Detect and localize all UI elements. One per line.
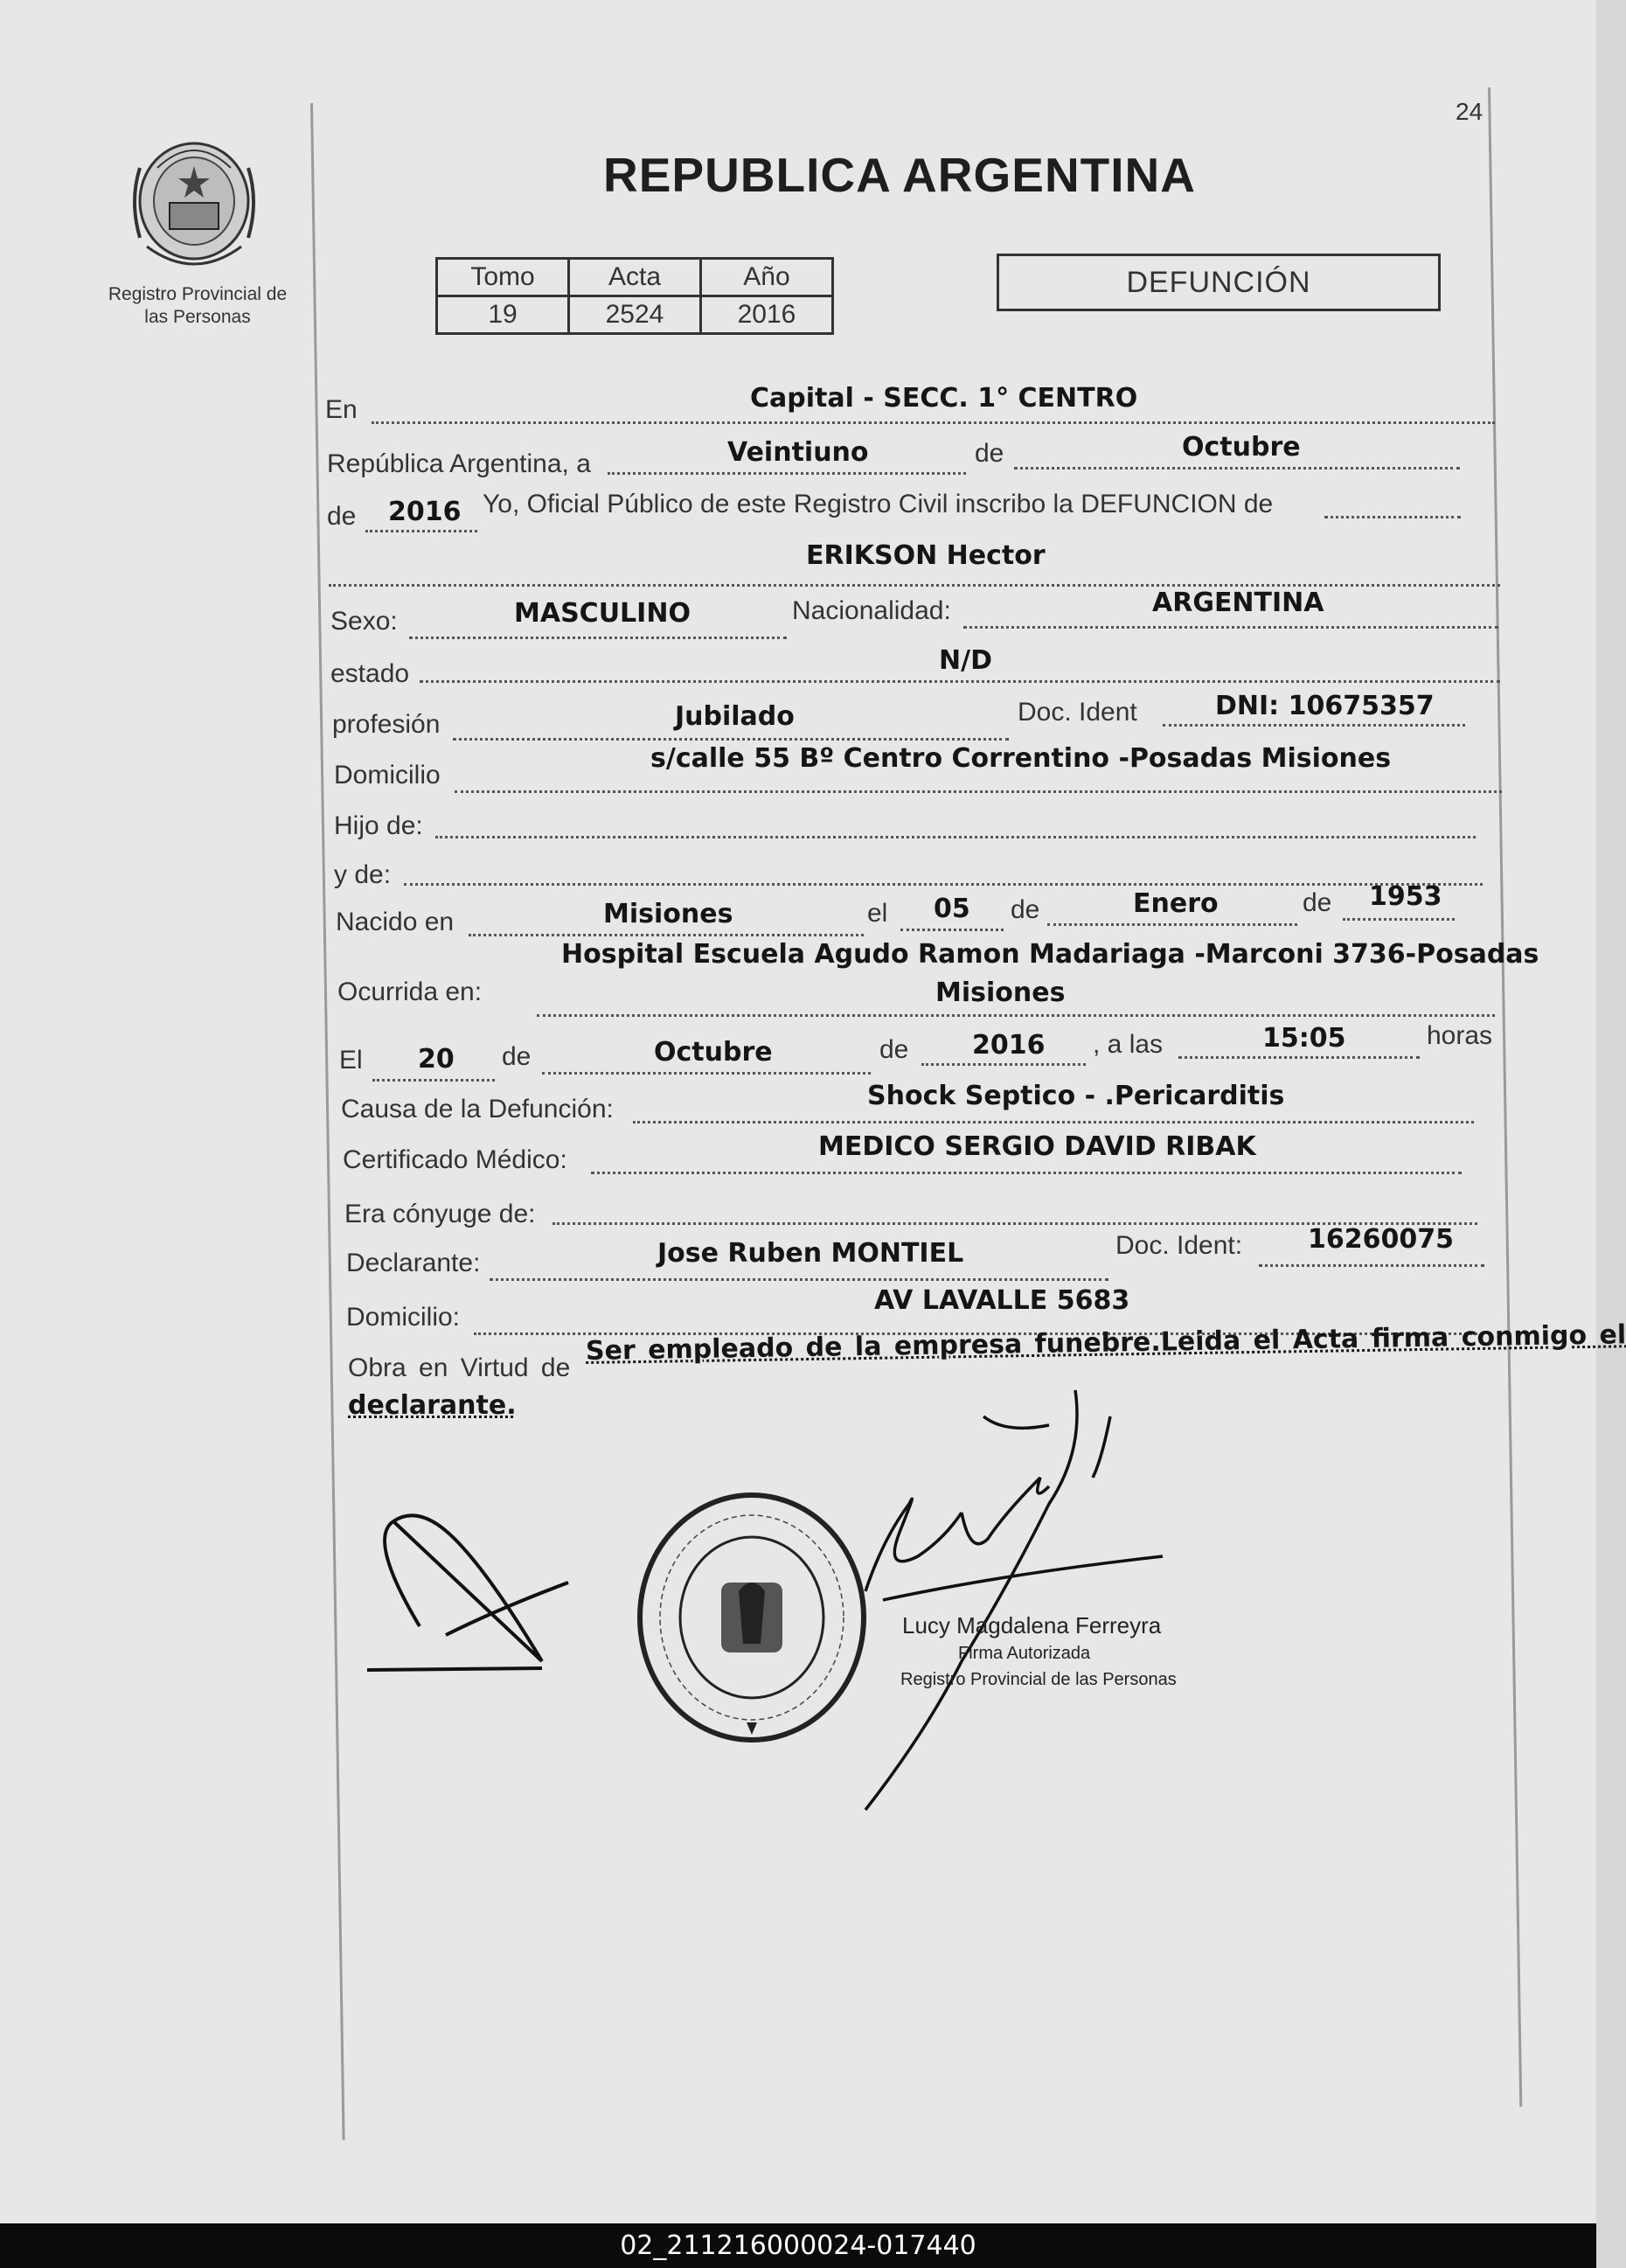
ocurrida-dotted-line [537,1014,1495,1017]
register-header-acta: Acta [569,259,701,296]
certificado-label: Certificado Médico: [343,1145,567,1174]
certificado-dotted-line [591,1172,1462,1174]
day-dotted-line [608,472,966,475]
obra-value-line1: Ser empleado de la empresa funebre.Leida el Acta firma conmigo el [585,1319,1626,1367]
sexo-dotted-line [409,637,787,639]
certificado-value: MEDICO SERGIO DAVID RIBAK [818,1131,1256,1162]
def-hora-dotted-line [1178,1056,1420,1059]
register-value-tomo: 19 [437,296,569,334]
estado-value: N/D [939,645,992,676]
declarante-value: Jose Ruben MONTIEL [657,1238,964,1269]
de-label-4: de [1303,888,1332,917]
en-value: Capital - SECC. 1° CENTRO [750,383,1138,414]
y-de-label: y de: [334,860,392,889]
record-type-box: DEFUNCIÓN [997,254,1441,311]
profesion-value: Jubilado [675,701,795,732]
register-value-acta: 2524 [569,296,701,334]
domicilio-2-value: AV LAVALLE 5683 [874,1285,1130,1316]
doc-ident-label: Doc. Ident [1018,698,1137,727]
document-title: REPUBLICA ARGENTINA [603,148,1196,202]
doc-ident-2-dotted-line [1259,1264,1484,1267]
statement-text: Yo, Oficial Público de este Registro Civil inscribo la DEFUNCION de [483,490,1274,518]
file-id-label: 02_211216000024-017440 [620,2230,976,2261]
domicilio-label: Domicilio [334,761,441,790]
register-table-header-row [437,259,833,296]
month-dotted-line [1014,467,1460,470]
el-label-2: El [339,1046,363,1075]
conyuge-label: Era cónyuge de: [344,1200,536,1228]
def-dia-value: 20 [418,1044,455,1075]
register-header-tomo: Tomo [437,259,569,296]
province-seal-emblem [122,115,267,273]
domicilio-value: s/calle 55 Bº Centro Correntino -Posadas Misiones [650,743,1392,774]
month-value: Octubre [1182,432,1301,463]
official-signature [830,1381,1180,1819]
nacido-mes-value: Enero [1133,888,1219,919]
registry-caption-line1: Registro Provincial de [108,284,288,304]
de-label-6: de [879,1035,909,1064]
profesion-dotted-line [453,738,1009,741]
doc-ident-label-2: Doc. Ident: [1115,1231,1243,1260]
year-value: 2016 [388,497,462,527]
registry-caption-line2: las Personas [144,307,251,327]
nacido-lugar-dotted-line [469,934,864,936]
doc-ident-value: DNI: 10675357 [1215,691,1435,721]
de-label-2: de [327,502,357,531]
causa-value: Shock Septico - .Pericarditis [867,1081,1285,1111]
declarant-signature [358,1504,621,1679]
nacionalidad-dotted-line [963,626,1498,629]
statement-dotted-line [1324,516,1461,518]
a-las-label: , a las [1093,1030,1164,1059]
year-dotted-line [365,530,477,532]
en-dotted-line [372,421,1495,424]
declarante-label: Declarante: [346,1249,481,1277]
de-label-3: de [1011,895,1040,924]
profesion-label: profesión [332,710,441,739]
registry-caption [80,283,315,329]
declarante-dotted-line [490,1278,1108,1281]
domicilio-label-2: Domicilio: [346,1303,461,1332]
nacido-anio-value: 1953 [1369,881,1442,912]
causa-dotted-line [633,1121,1474,1124]
nacido-dia-dotted-line [900,929,1004,931]
def-dia-dotted-line [372,1079,495,1082]
def-mes-dotted-line [542,1072,871,1075]
nacionalidad-value: ARGENTINA [1152,588,1324,618]
nacionalidad-label: Nacionalidad: [792,596,951,625]
horas-label: horas [1427,1021,1493,1050]
de-label-5: de [502,1042,532,1071]
estado-label: estado [330,659,410,688]
deceased-name-dotted-line [329,584,1500,587]
obra-value-line2: declarante. [348,1390,517,1421]
footer-bar [0,2223,1596,2268]
causa-label: Causa de la Defunción: [341,1095,614,1124]
nacido-lugar-value: Misiones [603,899,733,929]
de-label-1: de [975,439,1004,468]
def-hora-value: 15:05 [1262,1023,1346,1054]
deceased-name-value: ERIKSON Hector [806,540,1046,571]
day-words-value: Veintiuno [727,437,869,468]
estado-dotted-line [420,680,1500,683]
nacido-dia-value: 05 [934,894,970,924]
nacido-mes-dotted-line [1047,923,1297,926]
register-table [435,257,834,335]
signer-name: Lucy Magdalena Ferreyra [902,1612,1162,1638]
ocurrida-line1-value: Hospital Escuela Agudo Ramon Madariaga -Marconi 3736-Posadas [561,939,1539,970]
page-number: 24 [1456,98,1484,125]
register-header-anio: Año [701,259,833,296]
register-table-value-row [437,296,833,334]
signer-role: Firma Autorizada [958,1644,1091,1663]
el-label: el [867,899,888,928]
hijo-de-label: Hijo de: [334,811,423,840]
doc-ident-dotted-line [1163,724,1465,727]
ocurrida-line2-value: Misiones [935,977,1066,1008]
ocurrida-label: Ocurrida en: [337,977,483,1006]
signer-office: Registro Provincial de las Personas [900,1670,1177,1689]
obra-label: Obra en Virtud de [348,1353,571,1382]
en-label: En [325,395,358,424]
nacido-en-label: Nacido en [336,908,455,936]
domicilio-dotted-line [455,790,1502,793]
def-anio-value: 2016 [972,1030,1046,1061]
right-margin-line [1488,87,1522,2107]
republica-label: República Argentina, a [327,449,591,478]
sexo-value: MASCULINO [514,598,691,629]
def-anio-dotted-line [921,1063,1086,1066]
y-de-dotted-line [404,883,1483,886]
def-mes-value: Octubre [654,1037,773,1068]
nacido-anio-dotted-line [1343,918,1455,921]
register-value-anio: 2016 [701,296,833,334]
hijo-de-dotted-line [435,836,1476,838]
doc-ident-2-value: 16260075 [1308,1224,1454,1255]
sexo-label: Sexo: [330,607,398,636]
